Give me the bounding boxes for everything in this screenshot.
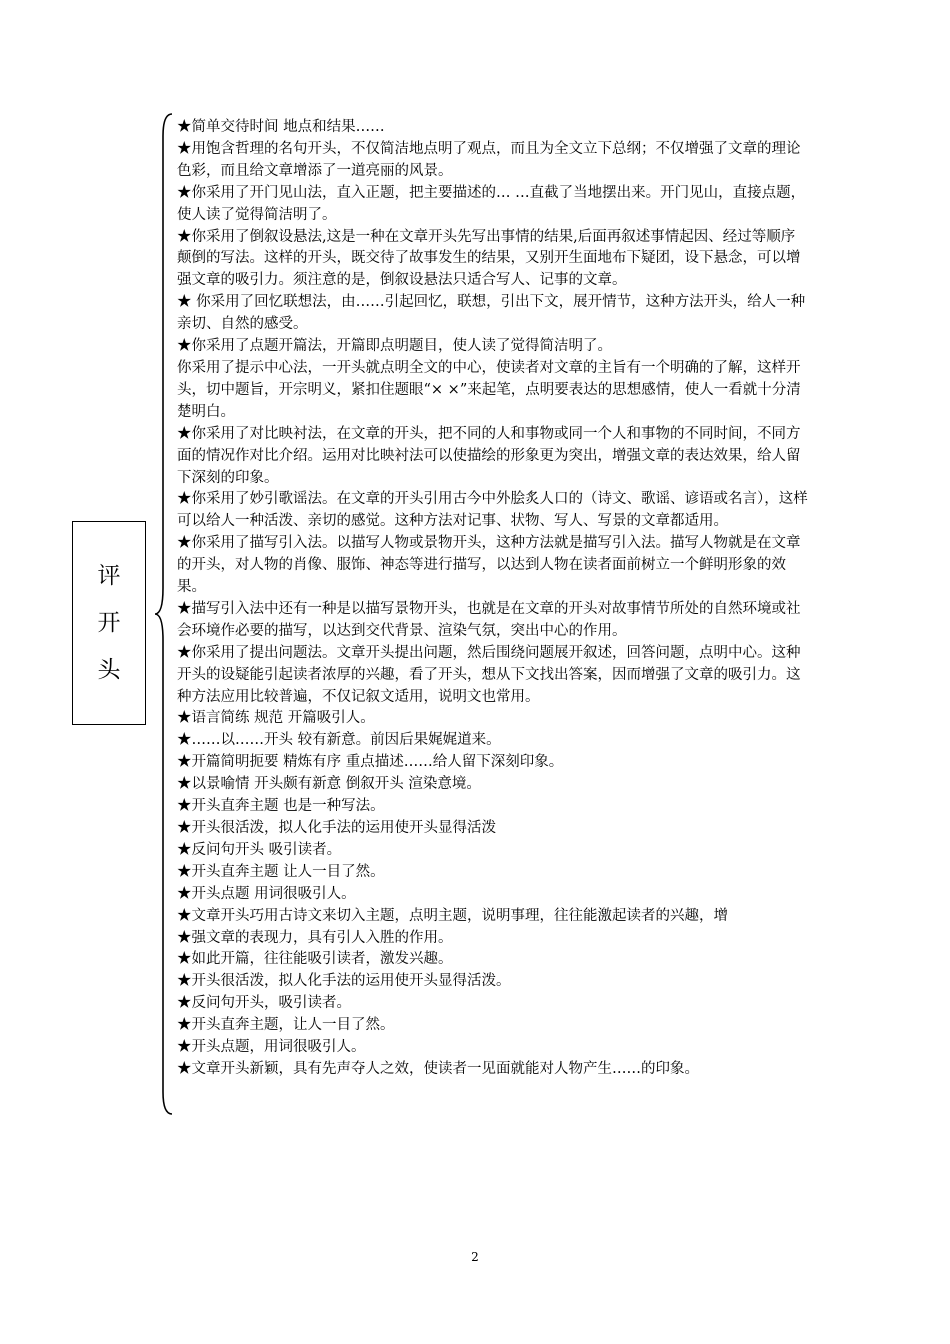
label-char: 开 [97, 609, 121, 636]
comment-item: ★……以……开头 较有新意。前因后果娓娓道来。 [177, 732, 501, 749]
page-number: 2 [471, 1250, 479, 1264]
comment-item: ★ 你采用了回忆联想法，由……引起回忆，联想，引出下文，展开情节，这种方法开头，给人一种亲切、自然的感受。 [177, 294, 806, 333]
comment-item: ★开头很活泼，拟人化手法的运用使开头显得活泼 [177, 820, 496, 836]
comment-item: 你采用了提示中心法，一开头就点明全文的中心，使读者对文章的主旨有一个明确的了解，这样开头，切中题旨，开宗明义，紧扣住题眼“× ×”来起笔，点明要表达的思想感情，使人一看就十分清楚明白。 [177, 359, 801, 420]
comment-item: ★你采用了描写引入法。以描写人物或景物开头，这种方法就是描写引入法。描写人物就是在文章的开头，对人物的肖像、服饰、神态等进行描写，以达到人物在读者面前树立一个鲜明形象的效果。 [177, 535, 801, 596]
comment-item: ★开头点题 用词很吸引人。 [177, 885, 356, 902]
comment-item: ★你采用了对比映衬法，在文章的开头，把不同的人和事物或同一个人和事物的不同时间，不同方面的情况作对比介绍。运用对比映衬法可以使描绘的形象更为突出，增强文章的表达效果，给人留下深刻的印象。 [177, 425, 801, 486]
comment-item: ★开头点题，用词很吸引人。 [177, 1039, 366, 1056]
comment-item: ★描写引入法中还有一种是以描写景物开头，也就是在文章的开头对故事情节所处的自然环境或社会环境作必要的描写，以达到交代背景、渲染气氛，突出中心的作用。 [177, 600, 801, 639]
comment-list [177, 117, 809, 1081]
comment-item: ★开头直奔主题，让人一目了然。 [177, 1017, 395, 1034]
comment-item: ★开头很活泼，拟人化手法的运用使开头显得活泼。 [177, 973, 511, 990]
comment-item: ★强文章的表现力，具有引人入胜的作用。 [177, 929, 453, 946]
comment-item: ★你采用了开门见山法，直入正题，把主要描述的… …直截了当地摆出来。开门见山，直接点题，使人读了觉得简洁明了。 [177, 184, 806, 223]
comment-item: ★如此开篇，往往能吸引读者，激发兴趣。 [177, 951, 453, 968]
comment-item: ★你采用了妙引歌谣法。在文章的开头引用古今中外脍炙人口的（诗文、歌谣、谚语或名言），这样可以给人一种活泼、亲切的感觉。这种方法对记事、状物、写人、写景的文章都适用。 [177, 491, 808, 530]
comment-item: ★开篇简明扼要 精炼有序 重点描述……给人留下深刻印象。 [177, 754, 564, 771]
comment-item: ★用饱含哲理的名句开头，不仅简洁地点明了观点，而且为全文立下总纲；不仅增强了文章的理论色彩，而且给文章增添了一道亮丽的风景。 [177, 140, 801, 179]
comment-item: ★以景喻情 开头颇有新意 倒叙开头 渲染意境。 [177, 776, 481, 793]
comment-item: ★语言简练 规范 开篇吸引人。 [177, 710, 375, 727]
comment-item: ★你采用了点题开篇法，开篇即点明题目，使人读了觉得简洁明了。 [177, 338, 612, 355]
comment-item: ★反问句开头 吸引读者。 [177, 841, 342, 858]
comment-item: ★文章开头巧用古诗文来切入主题，点明主题，说明事理，往往能激起读者的兴趣，增 [177, 907, 728, 924]
label-char: 头 [97, 656, 121, 683]
comment-item: ★你采用了提出问题法。文章开头提出问题，然后围绕问题展开叙述，回答问题，点明中心。这种开头的设疑能引起读者浓厚的兴趣，看了开头，想从下文找出答案，因而增强了文章的吸引力。这种方法应用比较普遍，不仅记叙文适用，说明文也常用。 [177, 644, 801, 705]
label-char: 评 [97, 562, 121, 589]
curly-brace-icon [152, 112, 176, 1116]
comment-item: ★开头直奔主题 让人一目了然。 [177, 863, 385, 880]
comment-item: ★文章开头新颖，具有先声夺人之效，使读者一见面就能对人物产生……的印象。 [177, 1060, 699, 1077]
comment-item: ★简单交待时间 地点和结果…… [177, 119, 385, 135]
category-label-box [72, 521, 146, 725]
comment-item: ★开头直奔主题 也是一种写法。 [177, 798, 385, 815]
comment-item: ★你采用了倒叙设悬法,这是一种在文章开头先写出事情的结果,后面再叙述事情起因、经过等顺序颠倒的写法。这样的开头，既交待了故事发生的结果，又别开生面地布下疑团，设下悬念，可以增强文章的吸引力。须注意的是，倒叙设悬法只适合写人、记事的文章。 [177, 228, 801, 289]
comment-item: ★反问句开头，吸引读者。 [177, 995, 351, 1012]
